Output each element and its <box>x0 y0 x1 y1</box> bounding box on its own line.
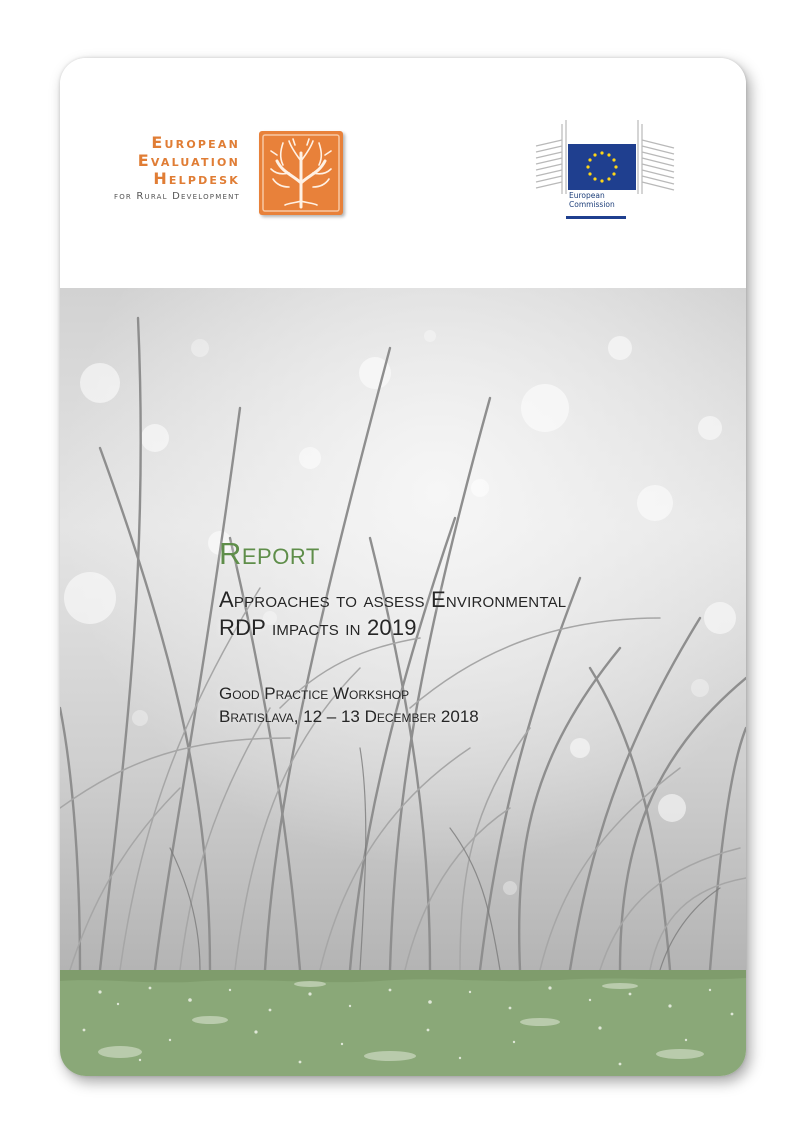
ground-strip <box>60 970 746 1076</box>
ec-wordmark <box>569 191 615 209</box>
report-label: Report <box>219 536 320 571</box>
cover-header <box>60 58 746 288</box>
event-name: Good Practice Workshop <box>219 684 410 703</box>
tree-icon <box>259 131 343 215</box>
eeh-line-3: Helpdesk <box>153 169 240 188</box>
eeh-wordmark <box>114 134 240 203</box>
report-title <box>219 586 746 642</box>
report-title-line-2: RDP impacts in 2019 <box>219 615 417 640</box>
ec-line-2: Commission <box>569 200 615 209</box>
event-place-date: Bratislava, 12 – 13 December 2018 <box>219 707 479 726</box>
eeh-line-1: European <box>151 133 240 152</box>
eu-flag-icon <box>568 144 636 190</box>
eeh-subline: for Rural Development <box>114 191 240 202</box>
title-block <box>219 536 746 728</box>
report-title-line-1: Approaches to assess Environmental <box>219 587 567 612</box>
report-cover <box>60 58 746 1076</box>
eeh-line-2: Evaluation <box>137 151 240 170</box>
event-details <box>219 682 746 728</box>
ec-line-1: European <box>569 191 605 200</box>
